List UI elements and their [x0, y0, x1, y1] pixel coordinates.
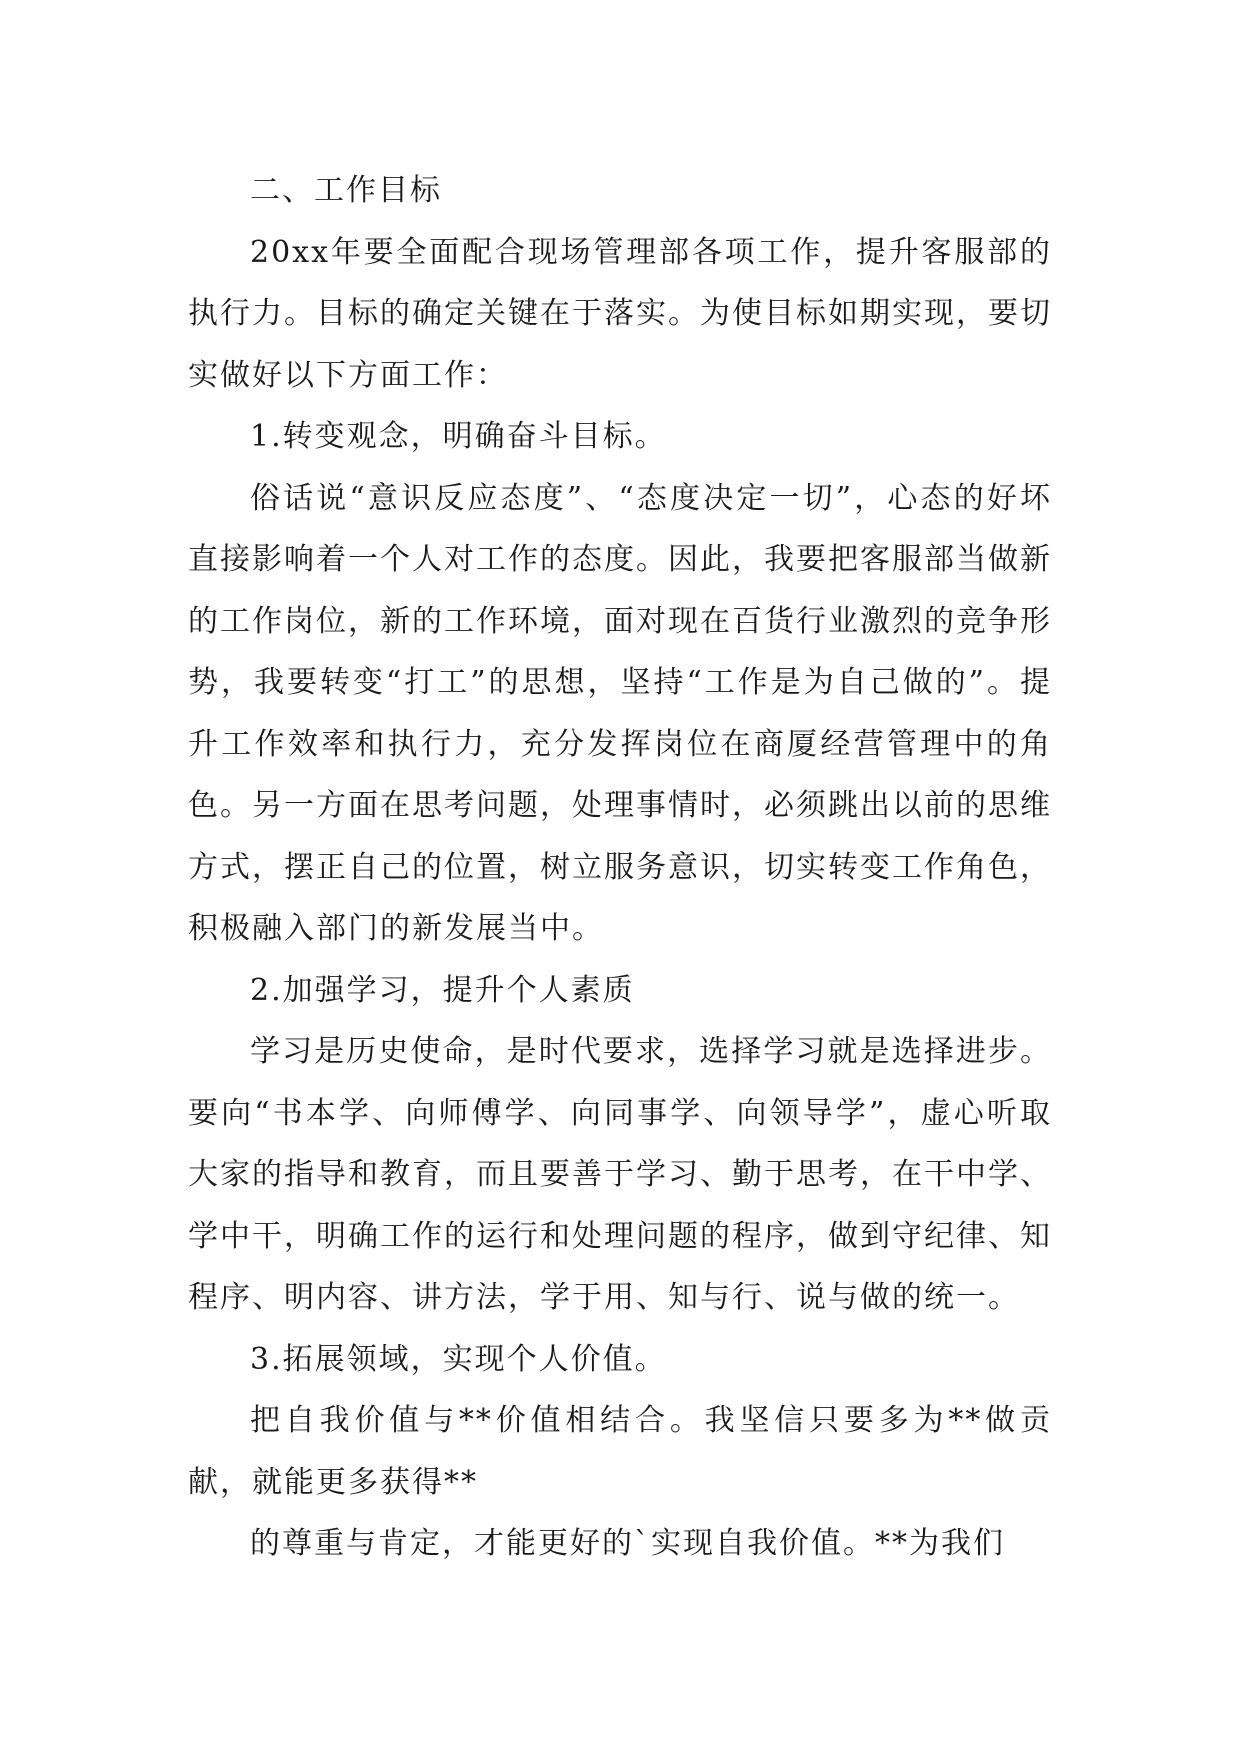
- paragraph-3-continued: 的尊重与肯定，才能更好的`实现自我价值。**为我们: [250, 1526, 1005, 1561]
- paragraph-goal-intro: 20xx年要全面配合现场管理部各项工作，提升客服部的执行力。目标的确定关键在于落实。为使目标如期实现，要切实做好以下方面工作：: [188, 234, 1052, 393]
- section-heading: 二、工作目标: [250, 173, 442, 208]
- subheading-1: 1.转变观念，明确奋斗目标。: [250, 419, 667, 454]
- paragraph-3-body: 把自我价值与**价值相结合。我坚信只要多为**做贡献，就能更多获得**: [188, 1403, 1052, 1500]
- document-page: [188, 160, 1052, 1575]
- subheading-3: 3.拓展领域，实现个人价值。: [250, 1341, 667, 1377]
- subheading-2: 2.加强学习，提升个人素质: [250, 972, 635, 1008]
- paragraph-2-body: 学习是历史使命，是时代要求，选择学习就是选择进步。要向“书本学、向师傅学、向同事学、向领导学”，虚心听取大家的指导和教育，而且要善于学习、勤于思考，在干中学、学中干，明确工作的运行和处理问题的程序，做到守纪律、知程序、明内容、讲方法，学于用、知与行、说与做的统一。: [188, 1034, 1052, 1315]
- paragraph-1-body: 俗话说“意识反应态度”、“态度决定一切”，心态的好坏直接影响着一个人对工作的态度。因此，我要把客服部当做新的工作岗位，新的工作环境，面对现在百货行业激烈的竞争形势，我要转变“打工”的思想，坚持“工作是为自己做的”。提升工作效率和执行力，充分发挥岗位在商厦经营管理中的角色。另一方面在思考问题，处理事情时，必须跳出以前的思维方式，摆正自己的位置，树立服务意识，切实转变工作角色，积极融入部门的新发展当中。: [188, 480, 1052, 946]
